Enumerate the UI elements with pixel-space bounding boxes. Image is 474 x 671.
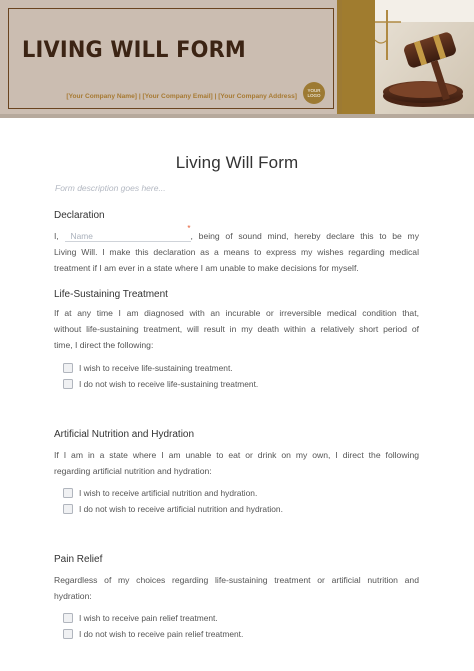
life-sustaining-line-2: without life-sustaining treatment, will result in my death within a relatively short period of — [54, 324, 419, 335]
declaration-line-3: treatment if I am ever in a state where I am unable to make decisions for myself. — [54, 263, 359, 274]
checkbox[interactable] — [63, 488, 73, 498]
checkbox[interactable] — [63, 379, 73, 389]
declaration-paragraph — [54, 224, 420, 277]
nutrition-line-1: If I am in a state where I am unable to eat or drink on my own, I direct the following — [54, 450, 419, 460]
required-asterisk-icon: * — [187, 224, 191, 233]
company-info-line: [Your Company Name] | [Your Company Email] | [Your Company Address] — [66, 93, 297, 100]
life-sustaining-option-yes[interactable] — [63, 362, 233, 374]
nutrition-option-yes[interactable] — [63, 487, 257, 499]
nutrition-option-no[interactable] — [63, 503, 283, 515]
life-sustaining-option-no[interactable] — [63, 378, 258, 390]
checkbox[interactable] — [63, 613, 73, 623]
brand-title: LIVING WILL FORM — [22, 37, 246, 63]
logo-text-top: YOUR — [307, 88, 321, 93]
checkbox[interactable] — [63, 363, 73, 373]
header-divider — [0, 114, 474, 118]
pain-relief-line-2: hydration: — [54, 591, 92, 602]
checkbox[interactable] — [63, 629, 73, 639]
declaration-prefix: I, — [54, 231, 59, 241]
nutrition-line-2: regarding artificial nutrition and hydration: — [54, 466, 212, 477]
checkbox[interactable] — [63, 504, 73, 514]
option-label: I do not wish to receive life-sustaining treatment. — [79, 379, 259, 389]
form-description-field[interactable]: Form description goes here... — [55, 183, 166, 193]
gavel-photo-icon — [375, 0, 474, 116]
pain-relief-option-yes[interactable] — [63, 612, 218, 624]
life-sustaining-heading: Life-Sustaining Treatment — [54, 289, 168, 300]
life-sustaining-line-3: time, I direct the following: — [54, 340, 154, 351]
pain-relief-line-1: Regardless of my choices regarding life-sustaining treatment or artificial nutrition and — [54, 575, 419, 585]
declaration-line-1 — [54, 224, 420, 244]
banner-frame — [8, 8, 334, 109]
name-input[interactable] — [65, 224, 191, 242]
pain-relief-option-no[interactable] — [63, 628, 243, 640]
pain-relief-heading: Pain Relief — [54, 554, 103, 565]
option-label: I wish to receive pain relief treatment. — [79, 613, 218, 623]
life-sustaining-paragraph — [54, 305, 419, 354]
declaration-line-1-rest: , being of sound mind, hereby declare this to be my — [190, 231, 420, 241]
option-label: I do not wish to receive artificial nutrition and hydration. — [79, 504, 283, 514]
option-label: I wish to receive artificial nutrition and hydration. — [79, 488, 258, 498]
logo-text-bottom: LOGO — [307, 93, 321, 98]
option-label: I do not wish to receive pain relief treatment. — [79, 629, 244, 639]
gold-accent-panel — [342, 0, 375, 116]
pain-relief-paragraph — [54, 572, 419, 604]
nutrition-heading: Artificial Nutrition and Hydration — [54, 429, 195, 440]
form-title: Living Will Form — [175, 153, 299, 172]
option-label: I wish to receive life-sustaining treatment. — [79, 363, 233, 373]
declaration-heading: Declaration — [54, 210, 105, 221]
company-logo — [303, 82, 325, 104]
header-banner — [0, 0, 474, 116]
nutrition-paragraph — [54, 447, 419, 479]
name-placeholder: Name — [70, 231, 93, 241]
life-sustaining-line-1: If at any time I am diagnosed with an incurable or irreversible medical condition that, — [54, 308, 419, 318]
declaration-line-2: Living Will. I make this declaration as a means to express my wishes regarding medical — [54, 247, 419, 258]
